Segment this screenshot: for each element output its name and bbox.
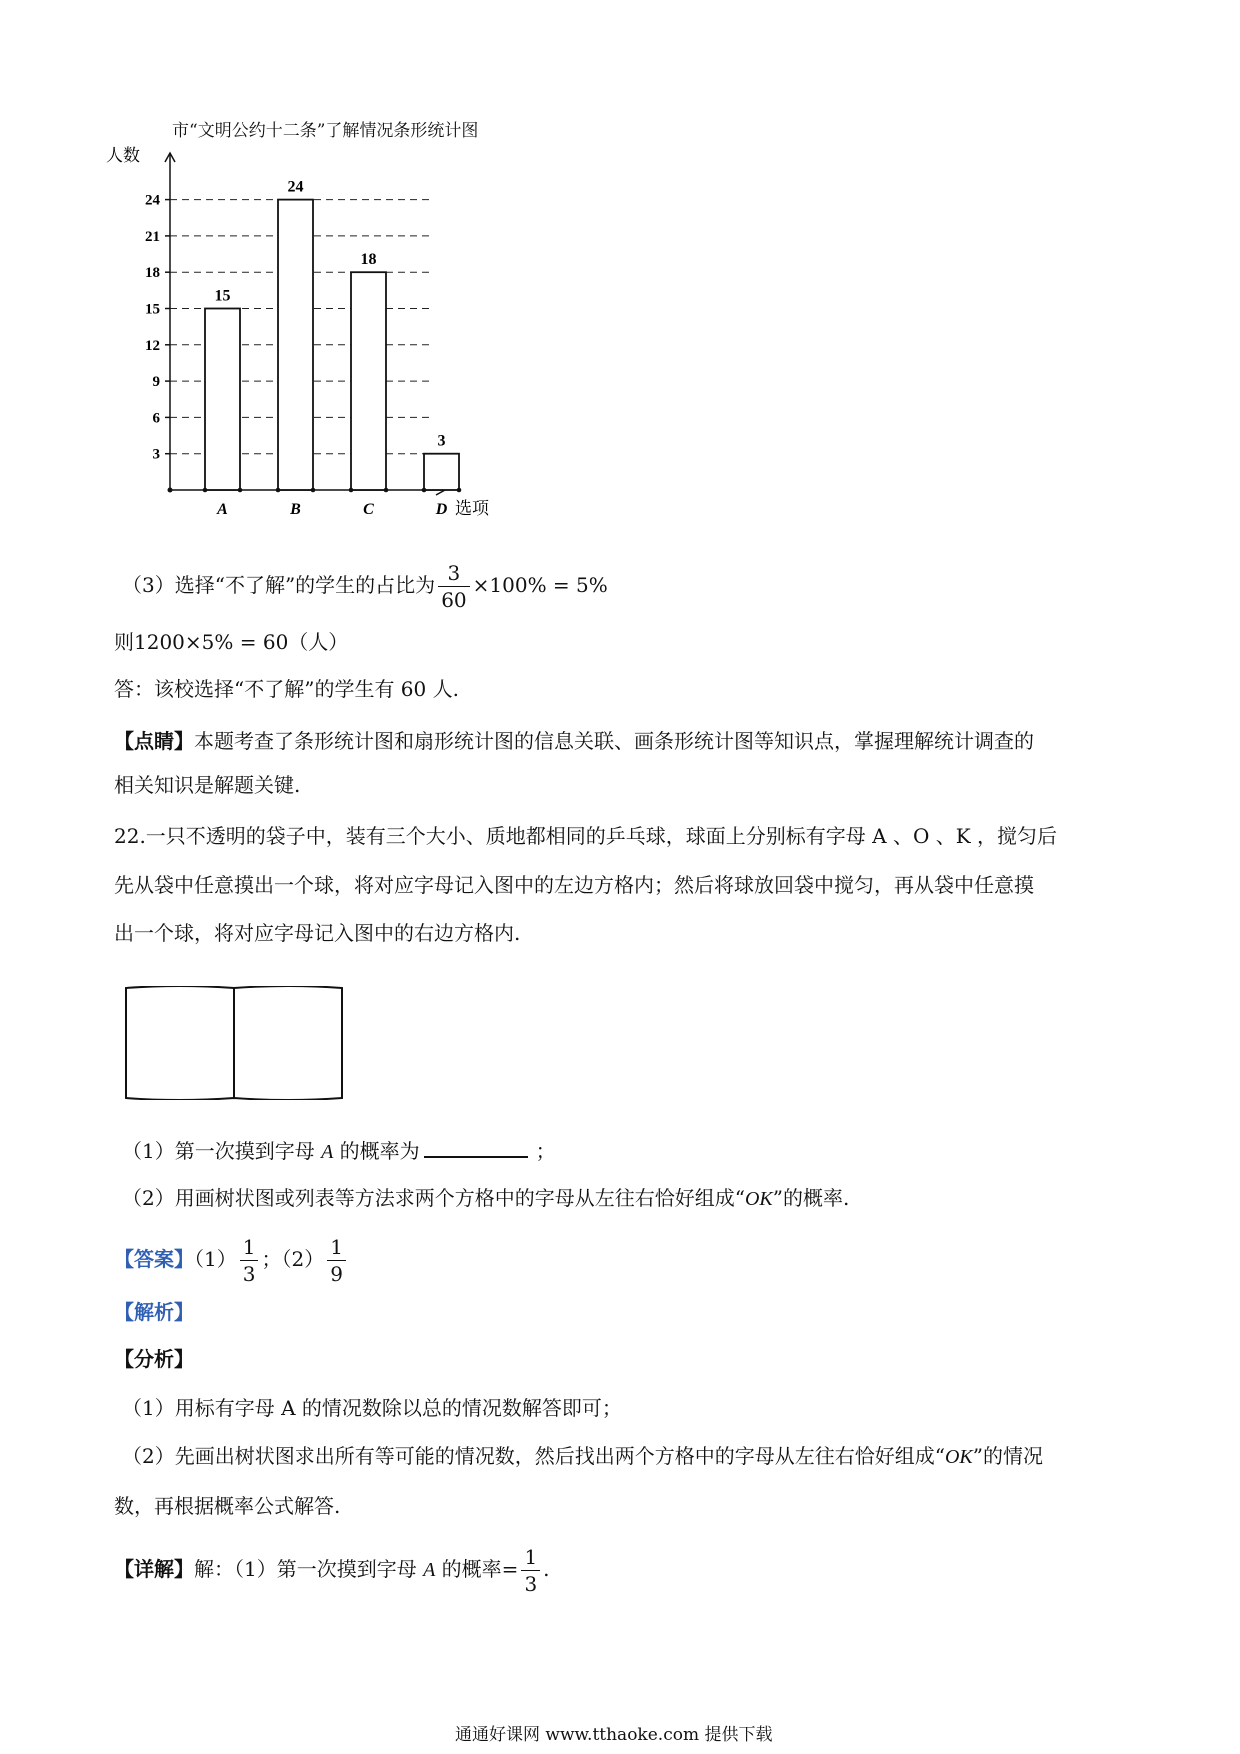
fraction-numerator: 1 — [327, 1234, 346, 1261]
xiangjie-line — [114, 1544, 550, 1597]
bar — [351, 272, 386, 490]
bar-value-label: 15 — [214, 287, 231, 305]
x-axis-dot — [384, 488, 389, 493]
x-tick-label: D — [435, 501, 448, 518]
q22-line2: 先从袋中任意摸出一个球，将对应字母记入图中的左边方格内；然后将球放回袋中搅匀，再从袋中任意摸 — [114, 873, 1034, 897]
answer-fraction-1 — [240, 1234, 259, 1287]
dianjing-line1 — [114, 727, 1034, 755]
y-tick-label: 6 — [152, 410, 160, 427]
fraction-denominator: 60 — [441, 588, 467, 612]
part3-prefix: （3）选择“不了解”的学生的占比为 — [122, 573, 436, 597]
q22-line1: 22.一只不透明的袋子中，装有三个大小、质地都相同的乒乓球，球面上分别标有字母 A 、O 、K ，搅匀后 — [114, 824, 1058, 848]
answer-tag: 【答案】 — [114, 1247, 194, 1271]
fenxi-line3: 数，再根据概率公式解答. — [114, 1494, 341, 1518]
fraction-numerator: 1 — [521, 1544, 540, 1571]
bar-value-label: 3 — [437, 432, 446, 450]
answer-fraction-2 — [327, 1234, 346, 1287]
x-tick-label: A — [217, 501, 228, 518]
two-square-boxes — [124, 986, 344, 1100]
dianjing-text1: 本题考查了条形统计图和扇形统计图的信息关联、画条形统计图等知识点，掌握理解统计调查的 — [194, 729, 1034, 753]
xiangjie-letter: A — [423, 1559, 436, 1581]
x-axis-dot — [349, 488, 354, 493]
x-axis-dot — [457, 488, 462, 493]
y-tick-label: 15 — [145, 301, 160, 318]
fraction-denominator: 3 — [524, 1572, 538, 1596]
fenxi-tag: 【分析】 — [114, 1347, 194, 1371]
bar — [424, 454, 459, 490]
q22-sub1 — [122, 1136, 556, 1166]
fenxi-l2-prefix: （2）先画出树状图求出所有等可能的情况数，然后找出两个方格中的字母从左往右恰好组成“ — [122, 1444, 945, 1468]
x-axis-label: 选项 — [455, 499, 489, 518]
part3-answer: 答：该校选择“不了解”的学生有 60 人. — [114, 677, 459, 701]
y-axis-label: 人数 — [106, 146, 140, 165]
fenxi-line2 — [122, 1442, 1043, 1471]
xiangjie-mid: 的概率= — [441, 1557, 519, 1581]
y-tick-label: 21 — [145, 228, 160, 245]
answer-sep: ；（2） — [261, 1247, 325, 1271]
fenxi-ok: OK — [944, 1446, 973, 1468]
footer-text: 通通好课网 www.tthaoke.com 提供下载 — [455, 1725, 773, 1745]
fraction-denominator: 3 — [242, 1262, 256, 1286]
part3-suffix: ×100% = 5% — [472, 573, 608, 597]
fraction-numerator: 1 — [240, 1234, 259, 1261]
fraction-numerator: 3 — [438, 560, 469, 587]
xiangjie-suffix: . — [543, 1557, 550, 1581]
dianjing-tag: 【点睛】 — [114, 729, 194, 753]
sub1-prefix: （1）第一次摸到字母 — [122, 1139, 315, 1163]
xiangjie-prefix: 解：（1）第一次摸到字母 — [194, 1557, 417, 1581]
bar-chart — [100, 145, 540, 525]
chart-plot-area — [106, 146, 490, 518]
chart-title: 市“文明公约十二条”了解情况条形统计图 — [172, 121, 479, 141]
x-axis-dot — [311, 488, 316, 493]
sub2-prefix: （2）用画树状图或列表等方法求两个方格中的字母从左往右恰好组成“ — [122, 1186, 745, 1210]
y-tick-label: 9 — [152, 374, 160, 391]
q22-sub2 — [122, 1184, 849, 1213]
fenxi-l2-suffix: ”的情况 — [972, 1444, 1043, 1468]
x-tick-label: C — [363, 501, 374, 518]
y-tick-label: 18 — [145, 265, 160, 282]
y-tick-label: 12 — [145, 337, 160, 354]
answer-line — [114, 1234, 349, 1287]
part3-fraction — [438, 560, 469, 613]
y-tick-label: 24 — [145, 192, 160, 209]
bar — [205, 309, 240, 491]
sub1-letter: A — [321, 1141, 334, 1163]
sub2-ok: OK — [744, 1188, 773, 1210]
sub2-suffix: ”的概率. — [772, 1186, 850, 1210]
y-tick-label: 3 — [152, 446, 160, 463]
x-axis-dot — [238, 488, 243, 493]
x-axis-dot — [276, 488, 281, 493]
answer-p1: （1） — [194, 1247, 237, 1271]
xiangjie-fraction — [521, 1544, 540, 1597]
axis-origin-dot — [168, 488, 173, 493]
xiangjie-tag: 【详解】 — [114, 1557, 194, 1581]
x-tick-label: B — [290, 501, 301, 518]
fenxi-line1: （1）用标有字母 A 的情况数除以总的情况数解答即可； — [122, 1396, 622, 1420]
part3-line1 — [122, 560, 608, 613]
answer-blank — [424, 1136, 528, 1158]
x-axis-dot — [422, 488, 427, 493]
jiexi-tag: 【解析】 — [114, 1300, 194, 1324]
dianjing-line2: 相关知识是解题关键. — [114, 773, 301, 797]
fraction-denominator: 9 — [330, 1262, 343, 1286]
bar-value-label: 18 — [360, 251, 377, 269]
q22-line3: 出一个球，将对应字母记入图中的右边方格内. — [114, 921, 521, 945]
x-axis-dot — [203, 488, 208, 493]
sub1-suffix: ； — [535, 1139, 556, 1163]
part3-line2: 则1200×5% = 60（人） — [114, 630, 349, 654]
bar-value-label: 24 — [287, 178, 304, 196]
sub1-mid: 的概率为 — [339, 1139, 420, 1163]
bar — [278, 200, 313, 490]
